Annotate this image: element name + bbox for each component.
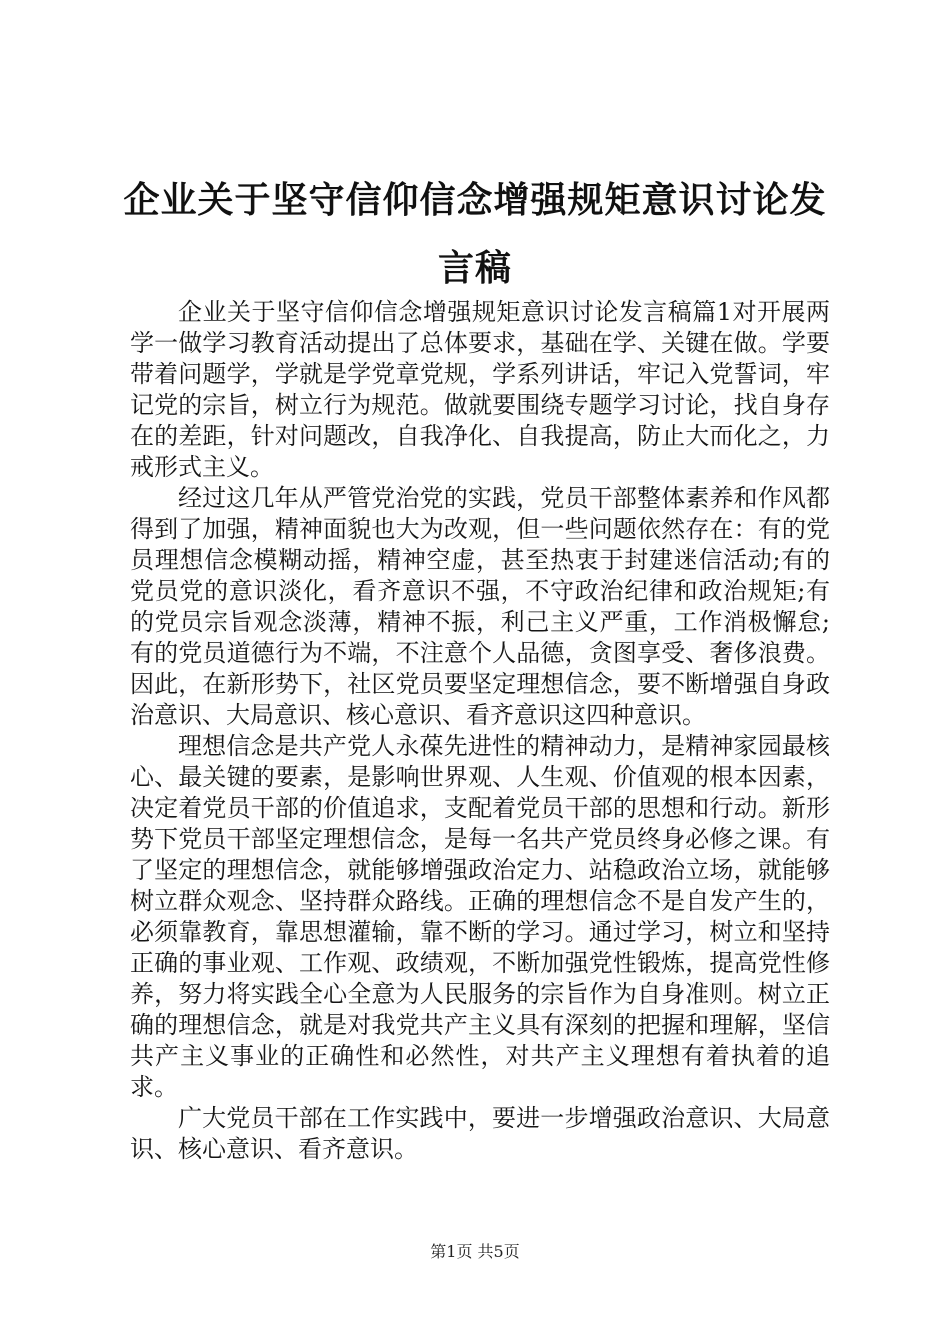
paragraph-4: 广大党员干部在工作实践中，要进一步增强政治意识、大局意识、核心意识、看齐意识。: [130, 1104, 830, 1163]
document-body: [130, 297, 830, 1165]
paragraph-3: 理想信念是共产党人永葆先进性的精神动力，是精神家园最核心、最关键的要素，是影响世界观、人生观、价值观的根本因素，决定着党员干部的价值追求，支配着党员干部的思想和行动。新形势下党员干部坚定理想信念，是每一名共产党员终身必修之课。有了坚定的理想信念，就能够增强政治定力、站稳政治立场，就能够树立群众观念、坚持群众路线。正确的理想信念不是自发产生的，必须靠教育，靠思想灌输，靠不断的学习。通过学习，树立和坚持正确的事业观、工作观、政绩观，不断加强党性锻炼，提高党性修养，努力将实践全心全意为人民服务的宗旨作为自身准则。树立正确的理想信念，就是对我党共产主义具有深刻的把握和理解，坚信共产主义事业的正确性和必然性，对共产主义理想有着执着的追求。: [130, 732, 830, 1101]
document-title: 企业关于坚守信仰信念增强规矩意识讨论发言稿: [123, 179, 827, 289]
paragraph-2: 经过这几年从严管党治党的实践，党员干部整体素养和作风都得到了加强，精神面貌也大为改观，但一些问题依然存在：有的党员理想信念模糊动摇，精神空虚，甚至热衷于封建迷信活动;有的党员党的意识淡化，看齐意识不强，不守政治纪律和政治规矩;有的党员宗旨观念淡薄，精神不振，利己主义严重，工作消极懈怠;有的党员道德行为不端，不注意个人品德，贪图享受、奢侈浪费。因此，在新形势下，社区党员要坚定理想信念，要不断增强自身政治意识、大局意识、核心意识、看齐意识这四种意识。: [130, 484, 830, 729]
paragraph-1: 企业关于坚守信仰信念增强规矩意识讨论发言稿篇1对开展两学一做学习教育活动提出了总体要求，基础在学、关键在做。学要带着问题学，学就是学党章党规，学系列讲话，牢记入党誓词，牢记党的宗旨，树立行为规范。做就要围绕专题学习讨论，找自身存在的差距，针对问题改，自我净化、自我提高，防止大而化之，力戒形式主义。: [130, 298, 830, 481]
page-number-footer: 第1页 共5页: [430, 1242, 520, 1261]
